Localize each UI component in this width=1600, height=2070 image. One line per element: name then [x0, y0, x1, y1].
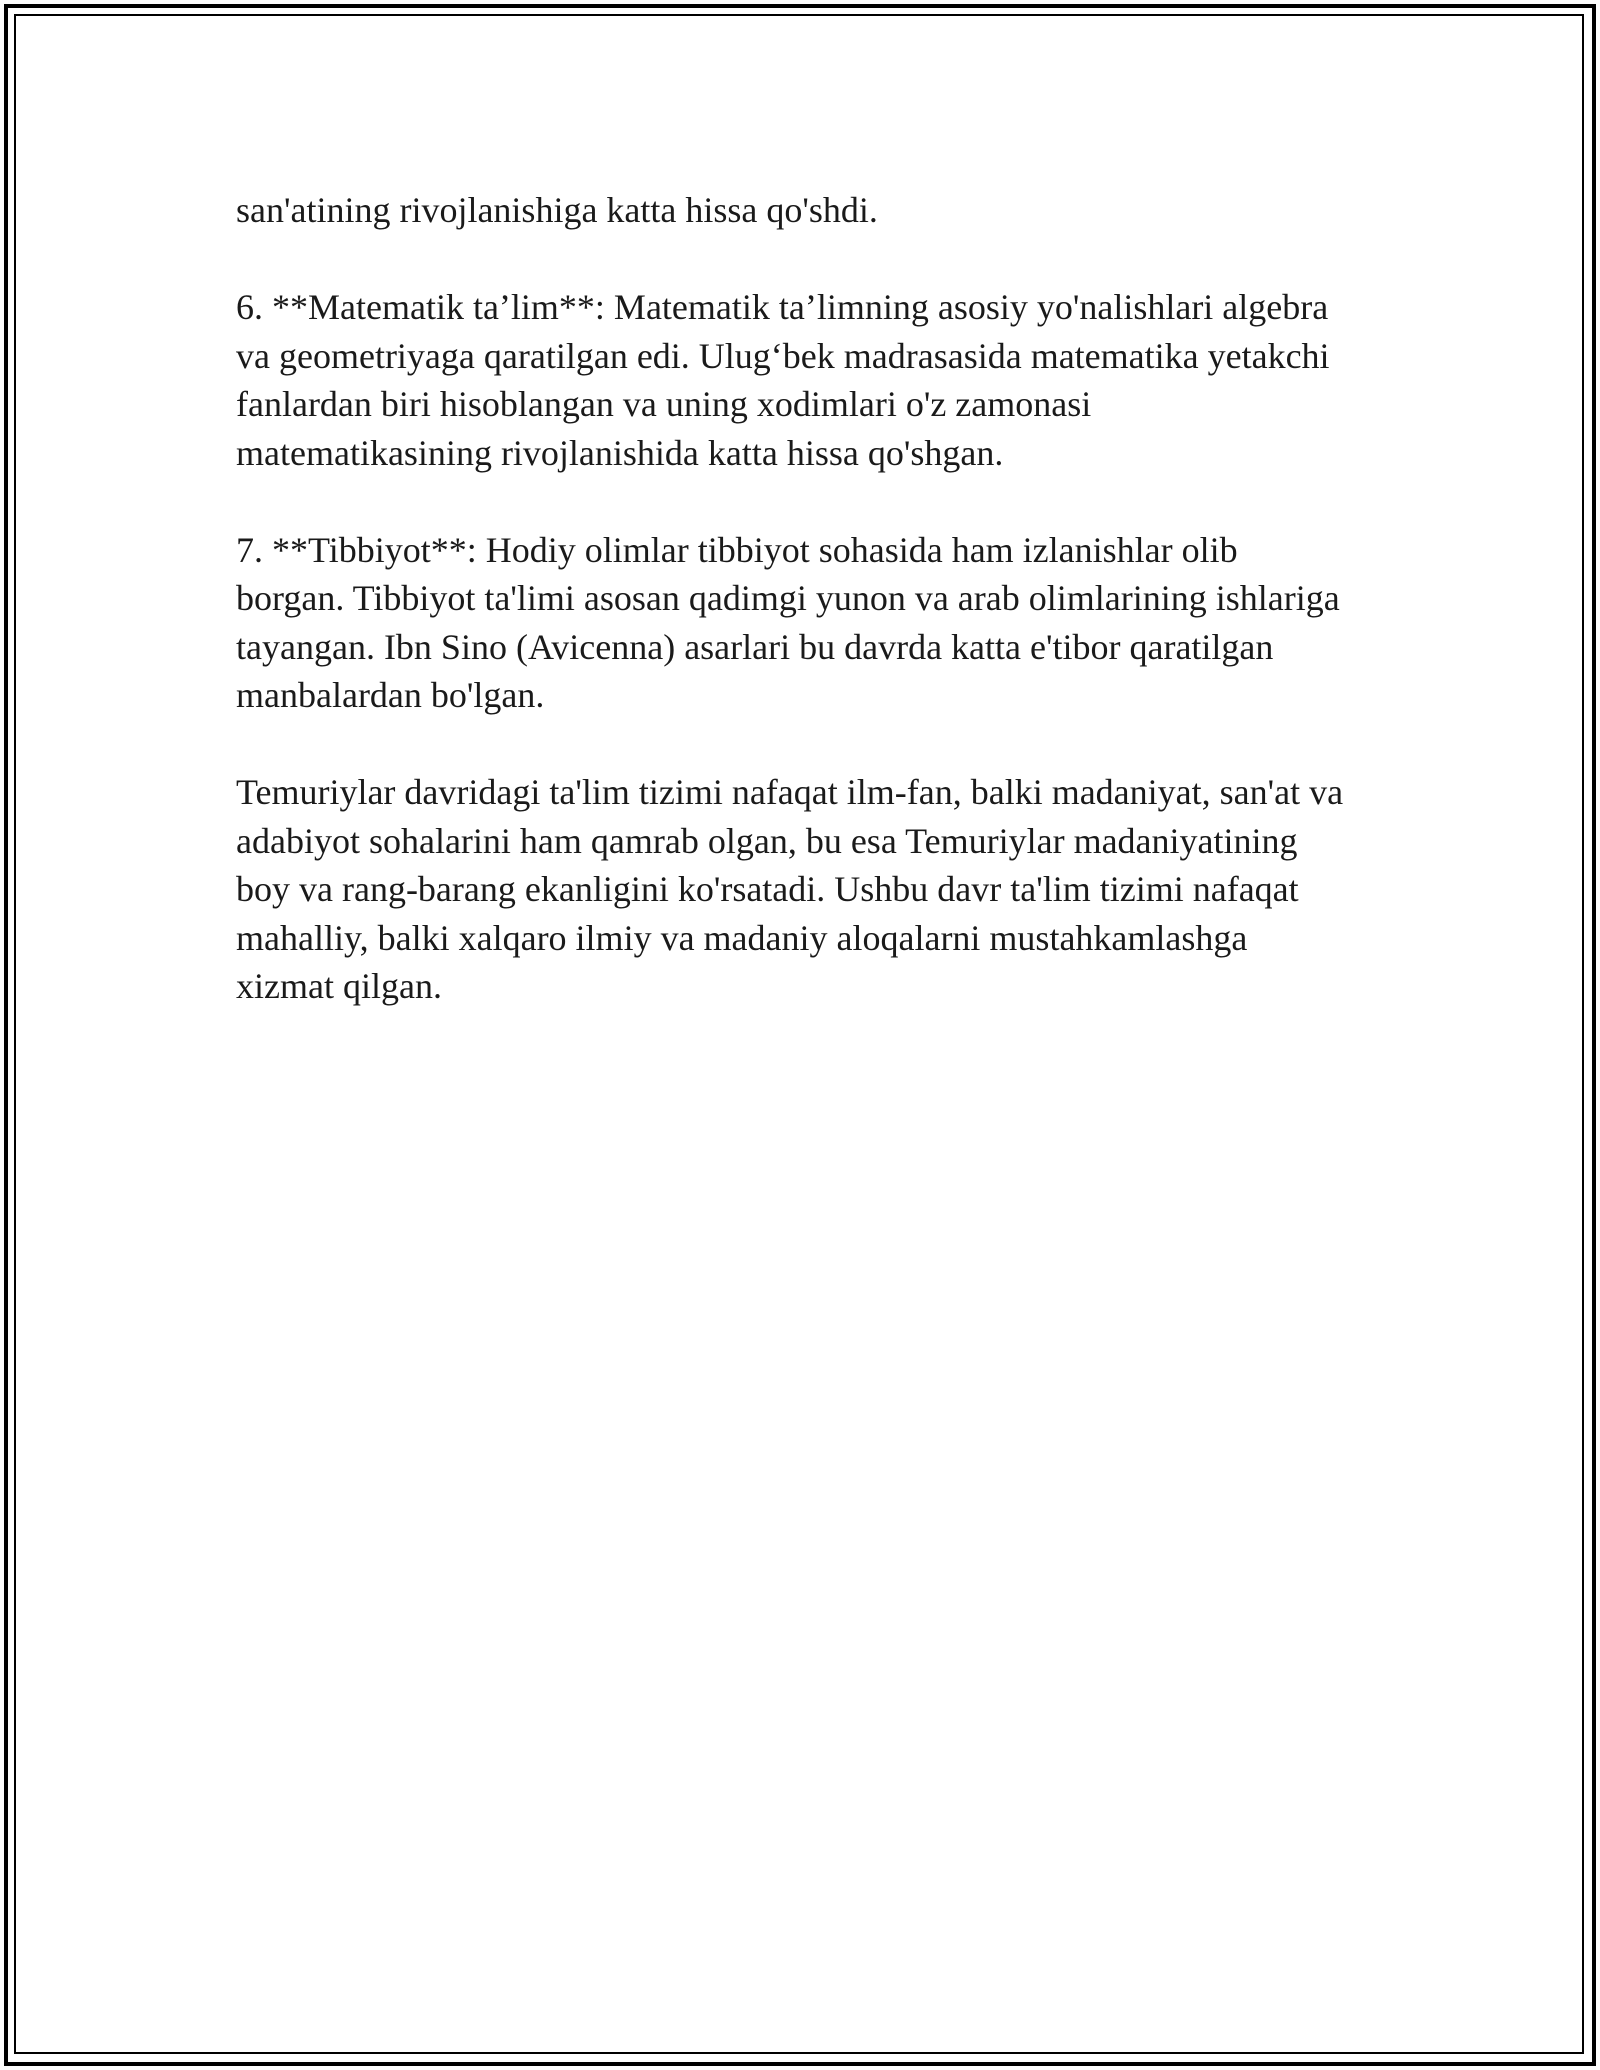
paragraph-conclusion: Temuriylar davridagi ta'lim tizimi nafaqat ilm-fan, balki madaniyat, san'at va adabiyot sohalarini ham qamrab olgan, bu esa Temuriylar madaniyatining boy va rang-barang ekanligini ko'rsatadi. Ushbu davr ta'lim tizimi nafaqat mahalliy, balki xalqaro ilmiy va madaniy aloqalarni mustahkamlashga xizmat qilgan. — [236, 772, 1344, 1006]
document-body — [236, 186, 1386, 1059]
paragraph-matematik-talim: 6. **Matematik ta’lim**: Matematik ta’limning asosiy yo'nalishlari algebra va geometriyaga qaratilgan edi. Ulug‘bek madrasasida matematika yetakchi fanlardan biri hisoblangan va uning xodimlari o'z zamonasi matematikasining rivojlanishida katta hissa qo'shgan. — [236, 287, 1330, 473]
paragraph-tibbiyot: 7. **Tibbiyot**: Hodiy olimlar tibbiyot sohasida ham izlanishlar olib borgan. Tibbiyot ta'limi asosan qadimgi yunon va arab olimlarining ishlariga tayangan. Ibn Sino (Avicenna) asarlari bu davrda katta e'tibor qaratilgan manbalardan bo'lgan. — [236, 529, 1340, 715]
paragraph-continuation: san'atining rivojlanishiga katta hissa qo'shdi. — [236, 190, 878, 230]
